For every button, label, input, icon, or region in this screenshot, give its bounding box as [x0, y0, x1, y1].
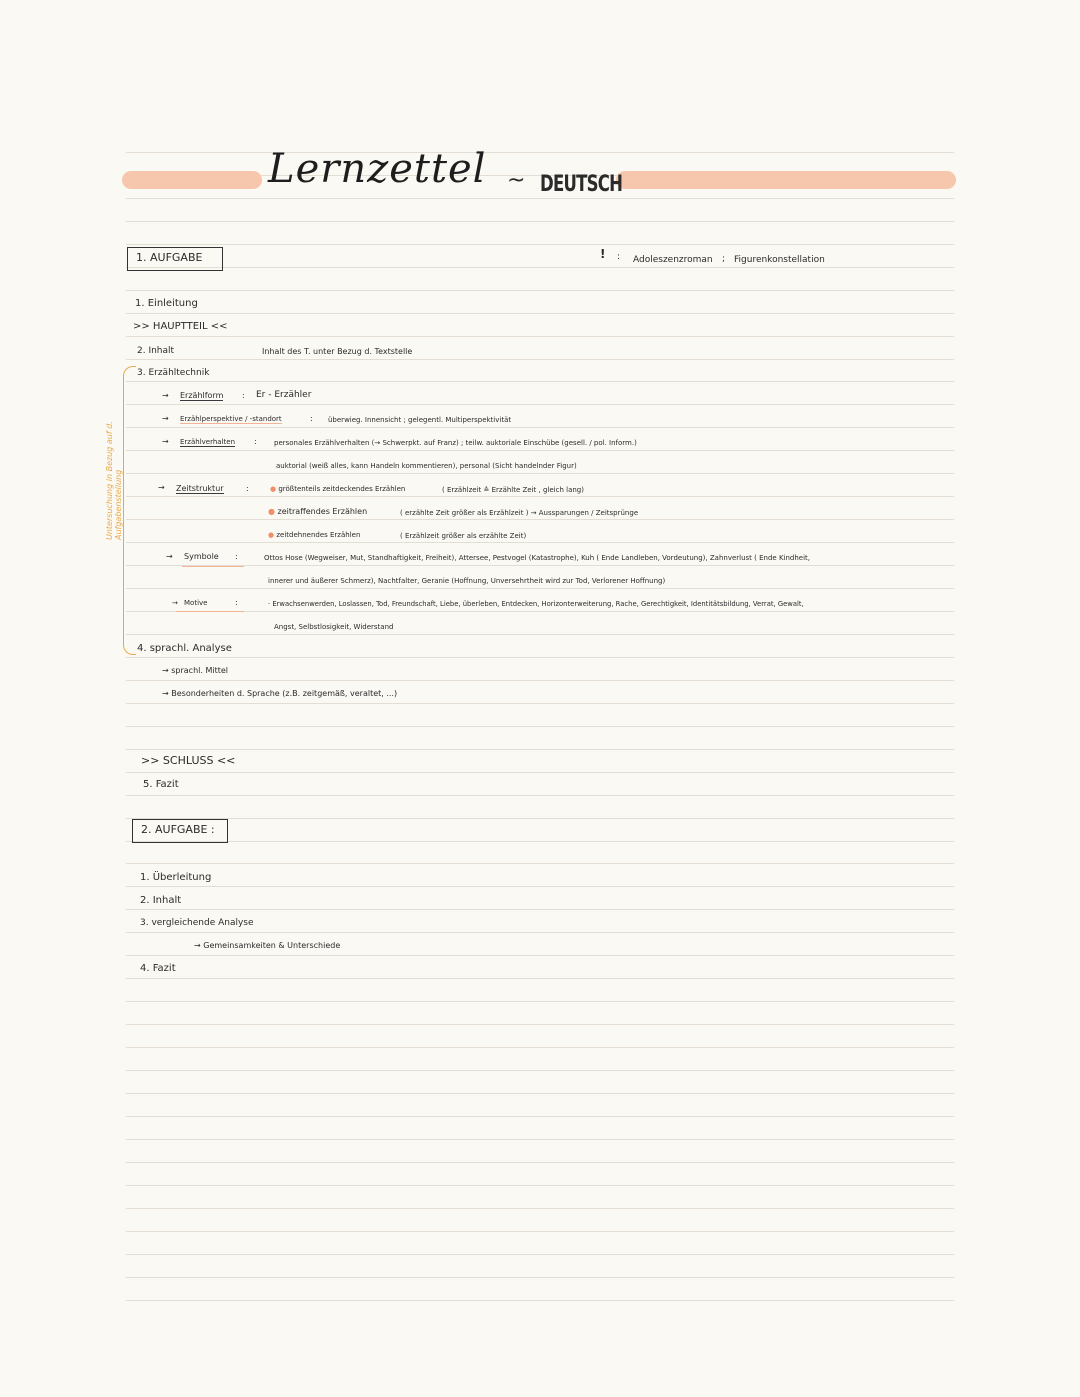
fazit-1: 5. Fazit [143, 779, 179, 790]
erzaehlform-label: Erzählform [180, 391, 224, 400]
besonderheiten: → Besonderheiten d. Sprache (z.B. zeitgemäß, veraltet, ...) [162, 689, 398, 698]
task2-item-1: 1. Überleitung [140, 872, 212, 883]
ruled-line [126, 932, 954, 933]
zeitstruktur-colon: : [246, 484, 249, 493]
ruled-line [126, 565, 954, 566]
perspektive-label: Erzählperspektive / -standort [180, 415, 282, 423]
ruled-line [126, 657, 954, 658]
ruled-line [126, 267, 954, 268]
zeit-line-3-note: ( Erzählzeit größer als erzählte Zeit) [400, 532, 527, 540]
title-subject: DEUTSCH [540, 172, 623, 197]
ruled-line [126, 1116, 954, 1117]
ruled-line [126, 359, 954, 360]
ruled-line [126, 795, 954, 796]
ruled-line [126, 496, 954, 497]
erzaehlverhalten-value: personales Erzählverhalten (→ Schwerpkt. auf Franz) ; teilw. auktoriale Einschübe (gesell. / pol. Inform.) [274, 439, 637, 447]
ruled-line [126, 955, 954, 956]
analysis-bracket [123, 366, 136, 655]
arrow-icon: → [166, 552, 173, 561]
motive-underline [176, 611, 244, 612]
ruled-line [126, 450, 954, 451]
ruled-line [126, 588, 954, 589]
erzaehlform-colon: : [242, 391, 245, 400]
ruled-line [126, 244, 954, 245]
ruled-line [126, 1208, 954, 1209]
bullet-icon: ● [270, 485, 277, 493]
title-highlight-left [122, 171, 262, 189]
task1-heading-box [127, 247, 223, 271]
motive-label: Motive [184, 599, 208, 607]
symbole-underline [182, 566, 244, 567]
task2-heading-box [132, 819, 228, 843]
inhalt: 2. Inhalt [137, 346, 175, 356]
task2-item-3: 3. vergleichende Analyse [140, 918, 254, 928]
ruled-line [126, 221, 954, 222]
ruled-line [126, 886, 954, 887]
arrow-icon: → [162, 414, 169, 423]
ruled-line [126, 818, 954, 819]
erzaehltechnik: 3. Erzähltechnik [137, 368, 210, 378]
zeitstruktur-label: Zeitstruktur [176, 484, 224, 493]
erzaehlform-value: Er - Erzähler [256, 390, 312, 400]
note-text-b: Figurenkonstellation [734, 255, 825, 265]
page-title: Lernzettel [268, 146, 487, 192]
ruled-line [126, 313, 954, 314]
ruled-line [126, 703, 954, 704]
task2-heading: 2. AUFGABE : [141, 823, 215, 836]
inhalt-note: Inhalt des T. unter Bezug d. Textstelle [262, 347, 413, 356]
hauptteil: >> HAUPTTEIL << [133, 321, 228, 332]
ruled-line [126, 290, 954, 291]
bullet-icon: ● [268, 531, 275, 539]
task2-item-2: 2. Inhalt [140, 895, 182, 906]
symbole-colon: : [235, 552, 238, 561]
ruled-line [126, 1231, 954, 1232]
motive-line-2: Angst, Selbstlosigkeit, Widerstand [274, 623, 394, 631]
ruled-line [126, 1300, 954, 1301]
zeit-line-3: ● zeitdehnendes Erzählen [268, 531, 361, 539]
symbole-label: Symbole [184, 552, 219, 561]
erzaehlverhalten-label: Erzählverhalten [180, 438, 236, 446]
arrow-icon: → [162, 391, 169, 400]
ruled-line [126, 1093, 954, 1094]
note-sep: ; [722, 254, 726, 264]
sprachl-analyse: 4. sprachl. Analyse [137, 643, 232, 654]
ruled-line [126, 427, 954, 428]
ruled-line [126, 909, 954, 910]
note-text-a: Adoleszenzroman [633, 255, 713, 265]
ruled-line [126, 749, 954, 750]
ruled-line [126, 1185, 954, 1186]
perspektive-value: überwieg. Innensicht ; gelegentl. Multiperspektivität [328, 416, 512, 424]
ruled-line [126, 1277, 954, 1278]
schluss: >> SCHLUSS << [141, 754, 236, 767]
zeit-line-1-note: ( Erzählzeit ≙ Erzählte Zeit , gleich lang) [442, 486, 584, 494]
task2-fazit: 4. Fazit [140, 963, 176, 974]
arrow-icon: → [158, 483, 165, 492]
ruled-line [126, 1070, 954, 1071]
ruled-line [126, 863, 954, 864]
ruled-line [126, 841, 954, 842]
ruled-line [126, 772, 954, 773]
ruled-line [126, 336, 954, 337]
ruled-line [126, 1047, 954, 1048]
ruled-line [126, 519, 954, 520]
bullet-icon: ● [268, 507, 275, 516]
erzaehlverhalten-colon: : [254, 437, 257, 446]
symbole-line-1: Ottos Hose (Wegweiser, Mut, Standhaftigkeit, Freiheit), Attersee, Pestvogel (Katastrophe), Kuh ( Ende Landleben, Vordeutung), Zahnverlust ( Ende Kindheit, [264, 554, 811, 562]
ruled-line [126, 404, 954, 405]
ruled-line [126, 1254, 954, 1255]
ruled-line [126, 1162, 954, 1163]
zeit-line-2: ● zeitraffendes Erzählen [268, 507, 368, 516]
sprachl-mittel: → sprachl. Mittel [162, 666, 229, 675]
ruled-line [126, 726, 954, 727]
task2-sub: → Gemeinsamkeiten & Unterschiede [194, 941, 341, 950]
ruled-line [126, 634, 954, 635]
motive-colon: : [235, 598, 238, 607]
ruled-line [126, 542, 954, 543]
arrow-icon: → [172, 599, 178, 607]
ruled-line [126, 152, 954, 153]
erzaehlverhalten-cont: auktorial (weiß alles, kann Handeln kommentieren), personal (Sicht handelnder Figur) [276, 462, 577, 470]
sidebar-note: Untersuchung in Bezug auf d. Aufgabenstellung [105, 421, 123, 540]
ruled-line [126, 978, 954, 979]
note-colon: : [617, 252, 621, 262]
ruled-line [126, 680, 954, 681]
ruled-line [126, 1139, 954, 1140]
einleitung: 1. Einleitung [135, 298, 198, 309]
ruled-line [126, 611, 954, 612]
perspektive-colon: : [310, 414, 313, 423]
ruled-line [126, 1001, 954, 1002]
motive-line-1: · Erwachsenwerden, Loslassen, Tod, Freundschaft, Liebe, überleben, Entdecken, Horizonterweiterung, Rache, Gerechtigkeit, Identitätsbildung, Verrat, Gewalt, [268, 600, 804, 608]
exclamation-icon: ! [600, 247, 606, 261]
symbole-line-2: innerer und äußerer Schmerz), Nachtfalter, Geranie (Hoffnung, Unversehrtheit wird zur Tod, Verlorener Hoffnung) [268, 577, 666, 585]
task1-heading: 1. AUFGABE [136, 251, 203, 264]
arrow-icon: → [162, 437, 169, 446]
title-separator: ~ [507, 168, 526, 193]
ruled-line [126, 1024, 954, 1025]
title-highlight-right [616, 171, 956, 189]
ruled-line [126, 473, 954, 474]
zeit-line-1: ● größtenteils zeitdeckendes Erzählen [270, 485, 406, 493]
ruled-line [126, 198, 954, 199]
zeit-line-2-note: ( erzählte Zeit größer als Erzählzeit ) → Aussparungen / Zeitsprünge [400, 509, 639, 517]
ruled-line [126, 381, 954, 382]
